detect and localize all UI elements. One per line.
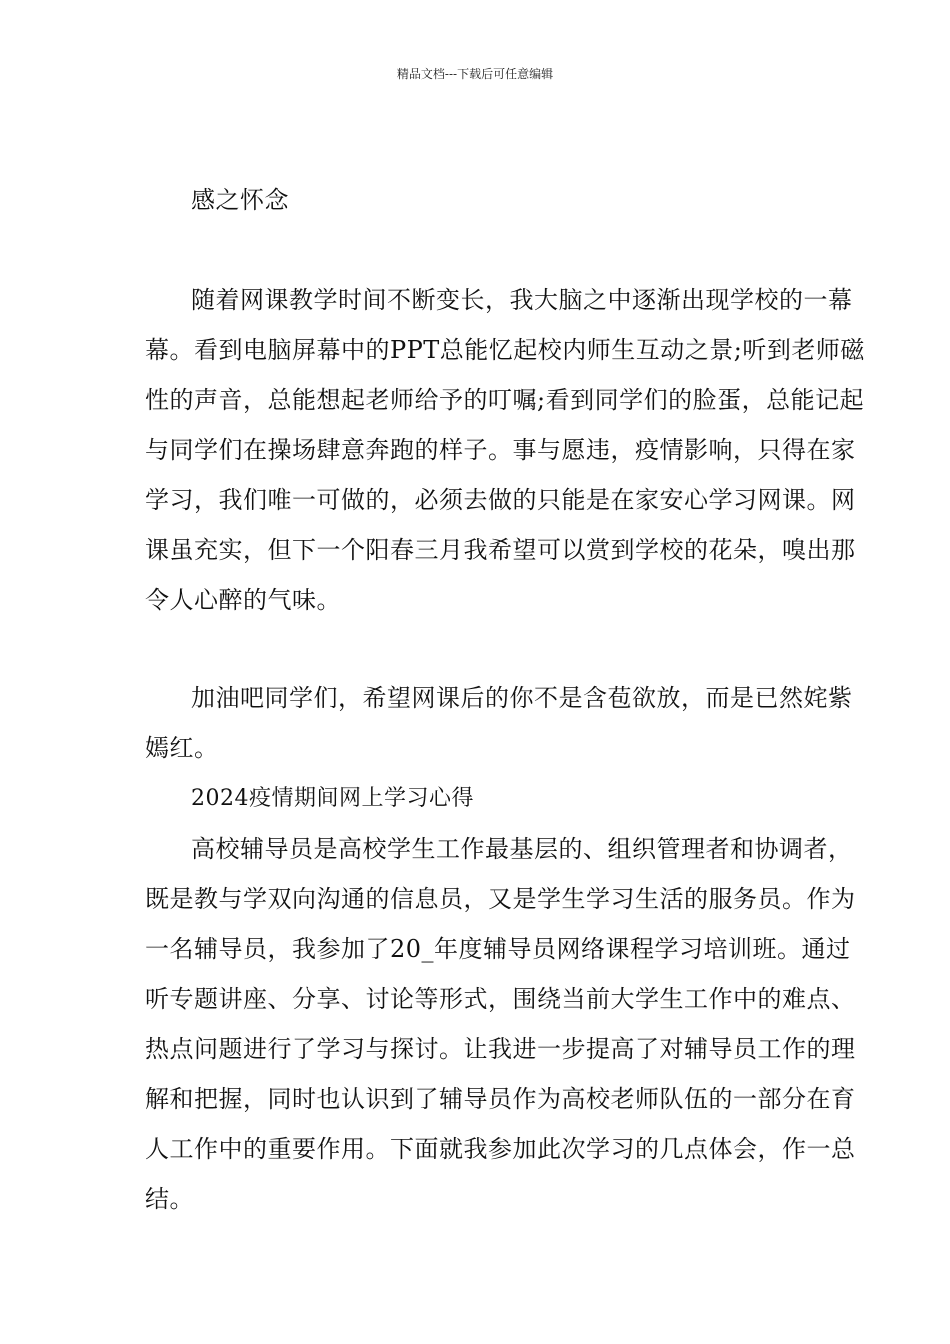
paragraph-line: 一名辅导员，我参加了20_年度辅导员网络课程学习培训班。通过 xyxy=(145,935,851,963)
paragraph-line: 听专题讲座、分享、讨论等形式，围绕当前大学生工作中的难点、 xyxy=(145,985,856,1013)
paragraph-2 xyxy=(145,673,853,773)
paragraph-line: 令人心醉的气味。 xyxy=(145,586,341,614)
paragraph-line: 结。 xyxy=(145,1185,194,1213)
paragraph-1 xyxy=(145,275,865,625)
paragraph-line: 既是教与学双向沟通的信息员，又是学生学习生活的服务员。作为 xyxy=(145,885,856,913)
paragraph-line: 热点问题进行了学习与探讨。让我进一步提高了对辅导员工作的理 xyxy=(145,1035,856,1063)
paragraph-line: 嫣红。 xyxy=(145,734,219,762)
subtitle-block xyxy=(145,774,810,824)
document-title-block xyxy=(145,175,810,225)
document-subtitle: 2024疫情期间网上学习心得 xyxy=(191,786,474,811)
paragraph-line: 性的声音，总能想起老师给予的叮嘱;看到同学们的脸蛋，总能记起 xyxy=(145,386,865,414)
page-header: 精品文档---下载后可任意编辑 xyxy=(396,67,554,81)
paragraph-line: 幕。看到电脑屏幕中的PPT总能忆起校内师生互动之景;听到老师磁 xyxy=(145,336,865,364)
paragraph-3 xyxy=(145,824,856,1224)
paragraph-line: 随着网课教学时间不断变长，我大脑之中逐渐出现学校的一幕 xyxy=(191,286,853,314)
paragraph-line: 解和把握，同时也认识到了辅导员作为高校老师队伍的一部分在育 xyxy=(145,1085,856,1113)
paragraph-line: 高校辅导员是高校学生工作最基层的、组织管理者和协调者， xyxy=(191,835,853,863)
paragraph-line: 加油吧同学们，希望网课后的你不是含苞欲放，而是已然姹紫 xyxy=(191,684,853,712)
document-title: 感之怀念 xyxy=(191,186,289,214)
paragraph-line: 课虽充实，但下一个阳春三月我希望可以赏到学校的花朵，嗅出那 xyxy=(145,536,856,564)
paragraph-line: 人工作中的重要作用。下面就我参加此次学习的几点体会，作一总 xyxy=(145,1135,856,1163)
paragraph-line: 学习，我们唯一可做的，必须去做的只能是在家安心学习网课。网 xyxy=(145,486,856,514)
paragraph-line: 与同学们在操场肆意奔跑的样子。事与愿违，疫情影响，只得在家 xyxy=(145,436,856,464)
